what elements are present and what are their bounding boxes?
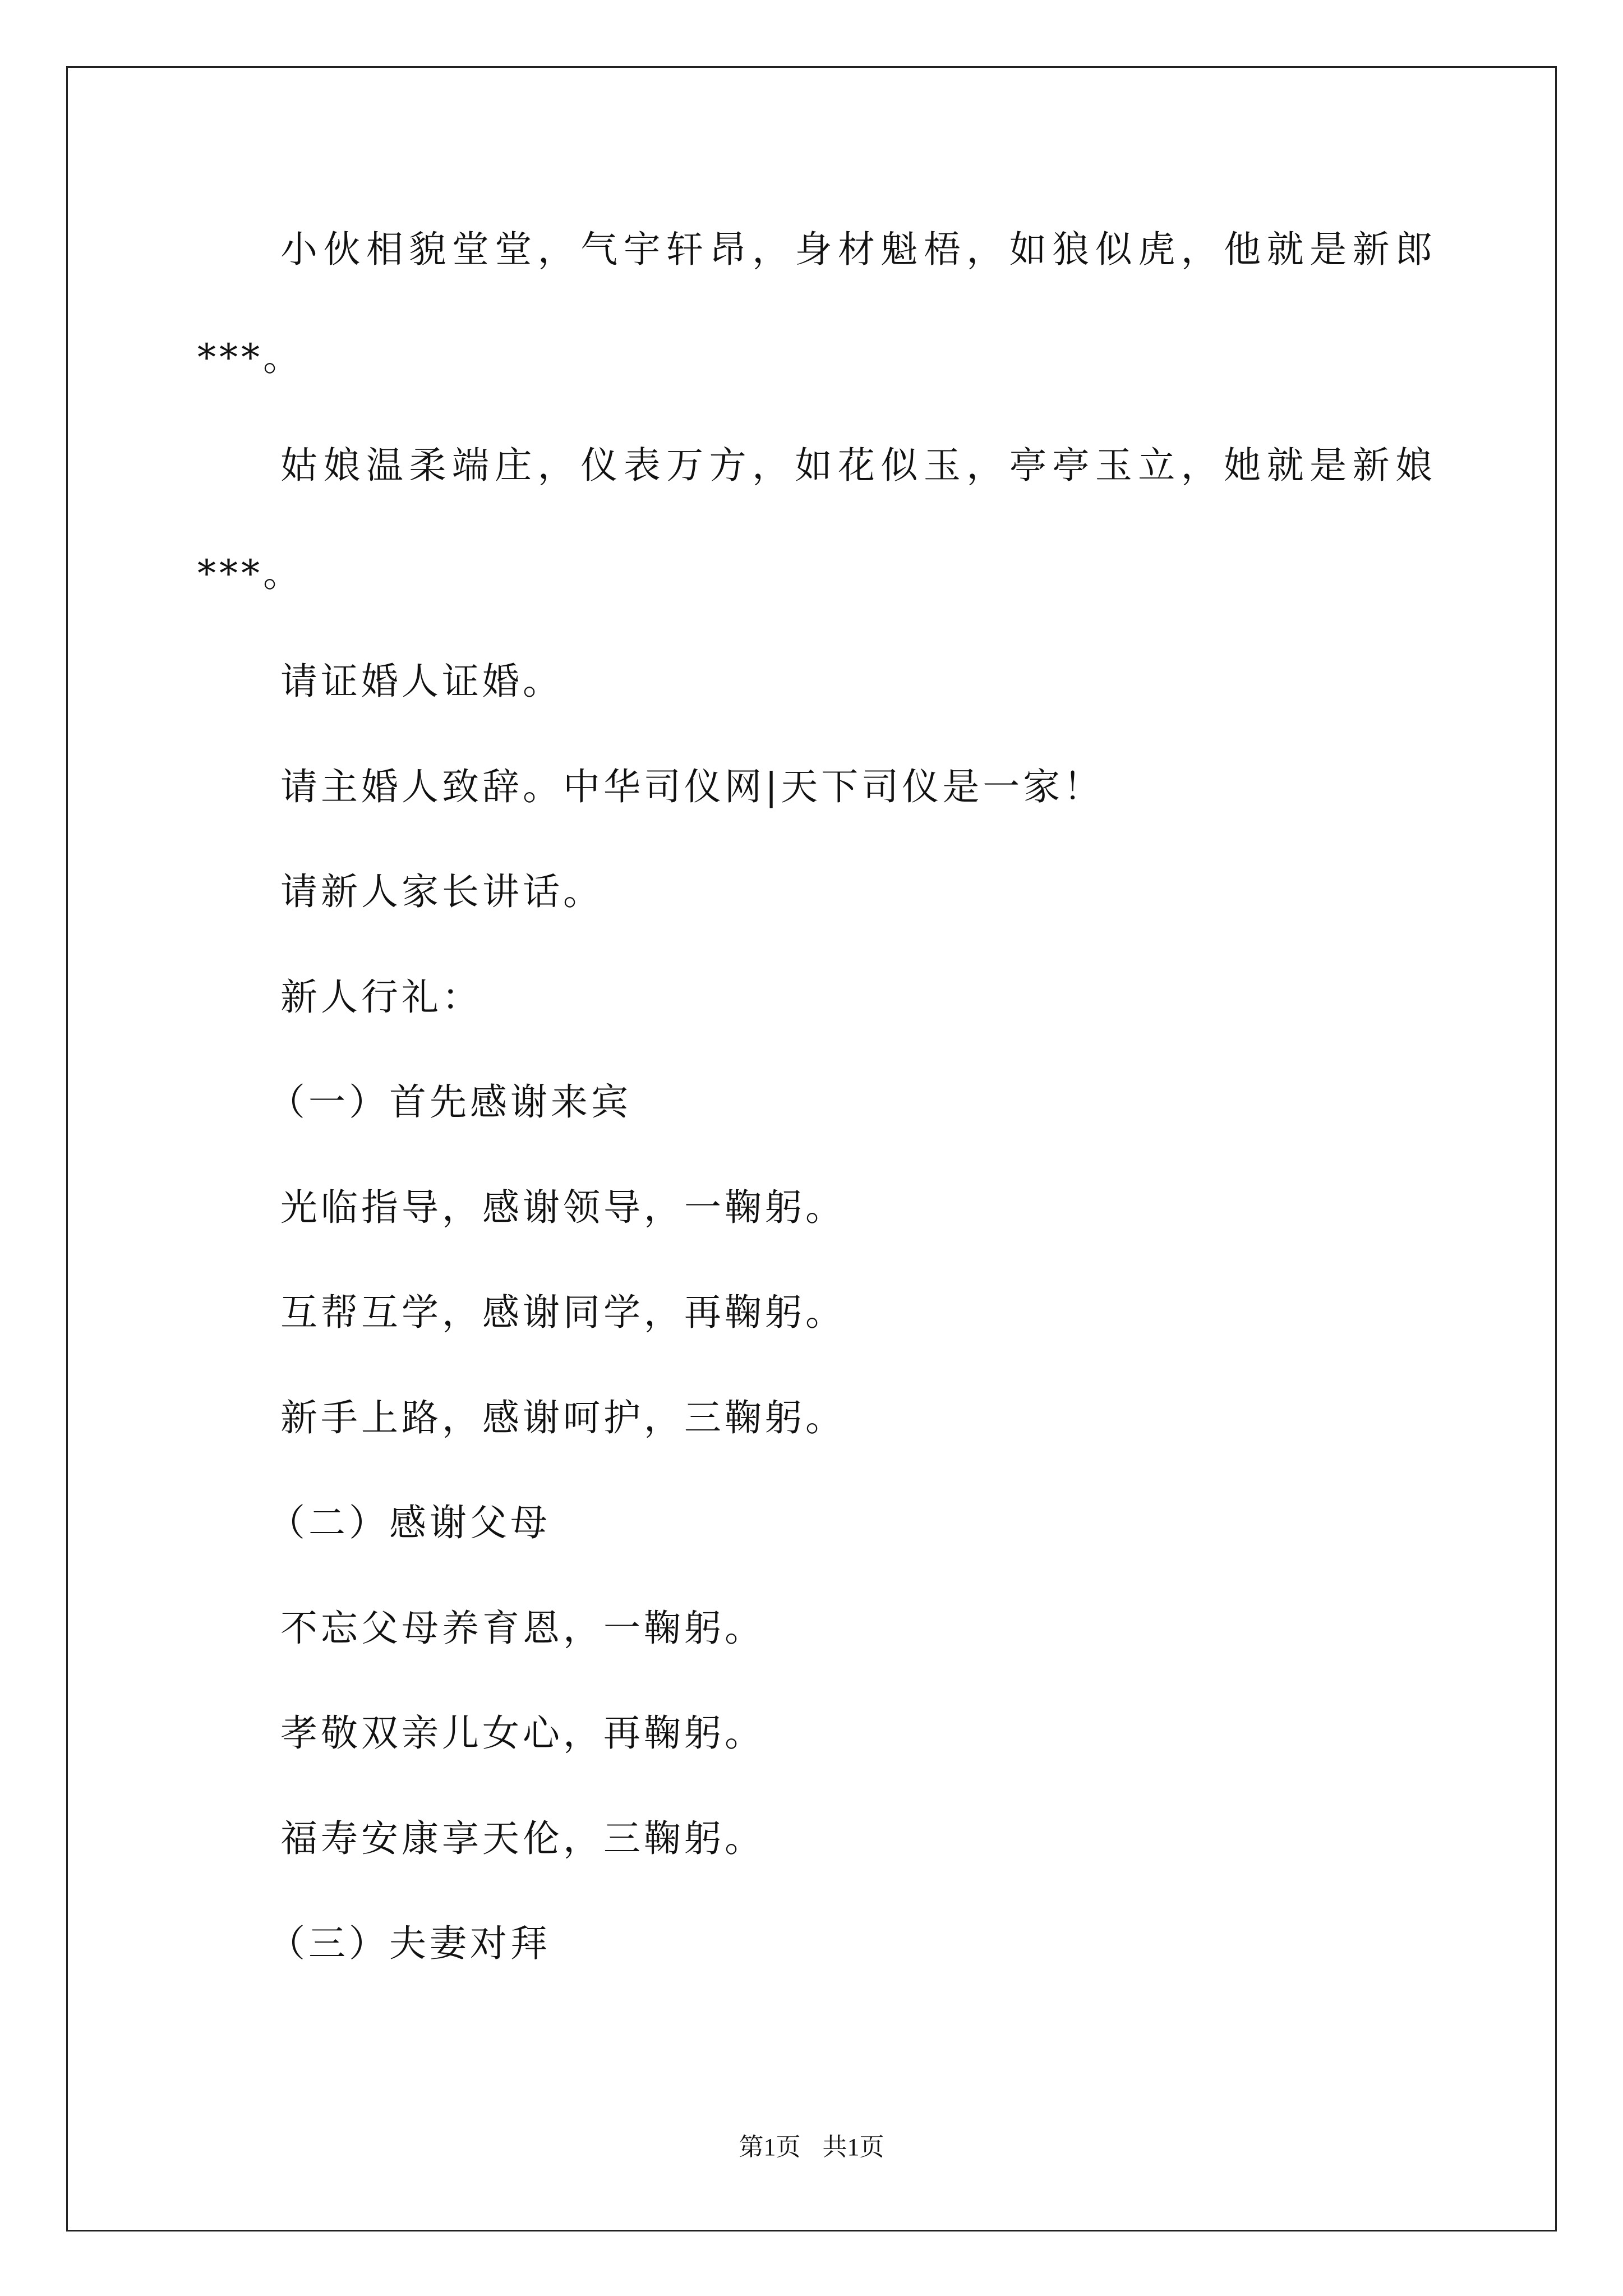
- paragraph-bow-3: 新手上路，感谢呵护，三鞠躬。: [280, 1396, 846, 1439]
- page-footer: [0, 2132, 1623, 2163]
- total-pages: 共1页: [822, 2133, 884, 2161]
- paragraph-bow-2: 互帮互学，感谢同学，再鞠躬。: [280, 1291, 846, 1334]
- paragraph-bride-name: ***。: [197, 552, 303, 595]
- paragraph-witness: 请证婚人证婚。: [280, 660, 563, 703]
- page-frame: [66, 66, 1557, 2231]
- paragraph-bride-intro: 姑娘温柔端庄，仪表万方，如花似玉，亭亭玉立，她就是新娘: [280, 444, 1436, 487]
- paragraph-parent-bow-2: 孝敬双亲儿女心，再鞠躬。: [280, 1711, 765, 1755]
- section-heading-parents: （二）感谢父母: [268, 1501, 551, 1544]
- paragraph-parent-bow-1: 不忘父母养育恩，一鞠躬。: [280, 1607, 765, 1650]
- paragraph-ceremony-heading: 新人行礼：: [280, 976, 482, 1019]
- paragraph-groom-name: ***。: [197, 336, 303, 379]
- paragraph-officiant: 请主婚人致辞。中华司仪网|天下司仪是一家！: [280, 765, 1104, 808]
- paragraph-parent-bow-3: 福寿安康享天伦，三鞠躬。: [280, 1817, 765, 1860]
- paragraph-groom-intro: 小伙相貌堂堂，气宇轩昂，身材魁梧，如狼似虎，他就是新郎: [280, 228, 1436, 271]
- section-heading-guests: （一）首先感谢来宾: [268, 1080, 631, 1124]
- paragraph-bow-1: 光临指导，感谢领导，一鞠躬。: [280, 1186, 846, 1229]
- section-heading-couple: （三）夫妻对拜: [268, 1922, 551, 1965]
- page-number: 第1页: [739, 2133, 801, 2161]
- paragraph-parents-speech: 请新人家长讲话。: [280, 870, 603, 913]
